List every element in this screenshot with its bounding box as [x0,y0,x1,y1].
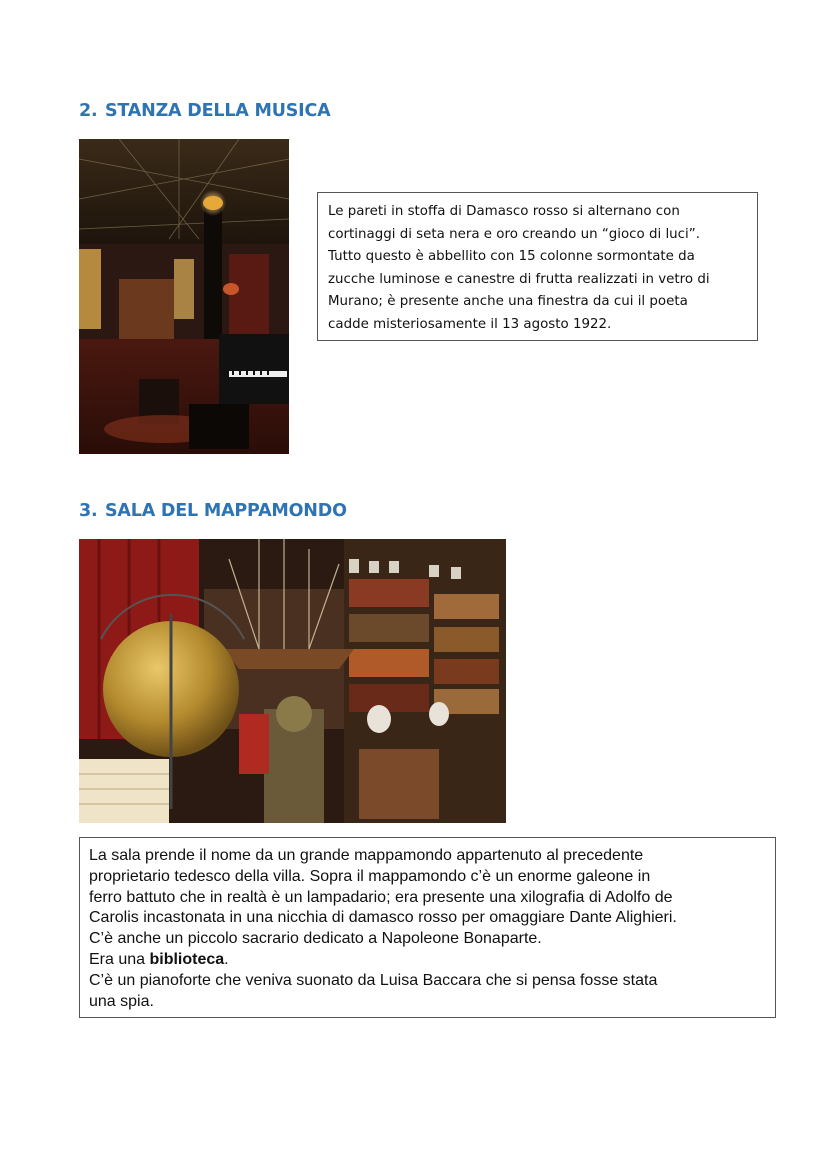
section-heading-music [79,101,330,121]
globe-room-photo [79,539,506,823]
text-line: ferro battuto che in realtà è un lampadario; era presente una xilografia di Adolfo de [89,888,673,906]
text-line: C’è un pianoforte che veniva suonato da Luisa Baccara che si pensa fosse stata [89,971,658,989]
music-room-description [317,192,758,341]
library-line [89,950,767,971]
section-title: STANZA DELLA MUSICA [105,101,331,121]
globe-room-description [79,837,776,1018]
library-suffix: . [224,950,229,968]
section-number: 2. [79,101,98,121]
text-line: Tutto questo è abbellito con 15 colonne sormontate da [328,249,695,264]
library-prefix: Era una [89,950,150,968]
text-line: una spia. [89,992,154,1010]
library-keyword: biblioteca [149,950,225,968]
text-line: C’è anche un piccolo sacrario dedicato a Napoleone Bonaparte. [89,930,542,948]
section-number: 3. [79,501,98,521]
text-line: Le pareti in stoffa di Damasco rosso si alternano con [328,204,680,219]
text-line: cortinaggi di seta nera e oro creando un “gioco di luci”. [328,226,700,242]
text-line: Carolis incastonata in una nicchia di damasco rosso per omaggiare Dante Alighieri. [89,909,677,927]
music-room-photo [79,139,289,454]
text-line: zucche luminose e canestre di frutta realizzati in vetro di [328,271,710,287]
text-line: proprietario tedesco della villa. Sopra il mappamondo c’è un enorme galeone in [89,867,651,885]
text-line: Murano; è presente anche una finestra da cui il poeta [328,294,688,309]
text-line: cadde misteriosamente il 13 agosto 1922. [328,316,612,332]
section-heading-globe [79,501,347,521]
text-line: La sala prende il nome da un grande mappamondo appartenuto al precedente [89,847,644,864]
section-title: SALA DEL MAPPAMONDO [105,501,347,521]
